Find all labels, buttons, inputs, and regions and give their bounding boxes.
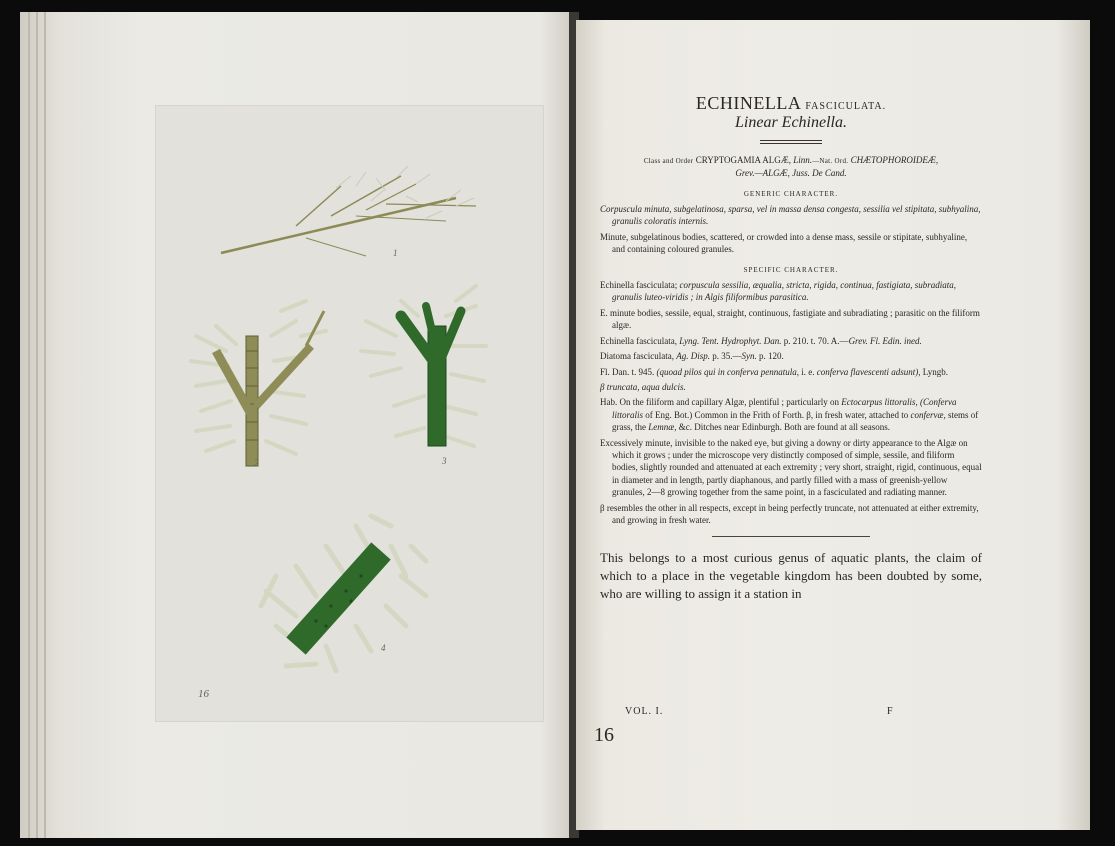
figure-label: 3 — [442, 456, 447, 466]
left-page — [20, 12, 572, 838]
generic-latin: Corpuscula minuta, subgelatinosa, sparsa, vel in massa densa congesta, sessilia vel stipitata, subhyalina, granulis coloratis internis. — [600, 204, 981, 227]
volume-number: VOL. I. — [625, 706, 664, 717]
plate-number: 16 — [198, 688, 209, 700]
figure-label: 1 — [393, 248, 398, 258]
synonym-1: Echinella fasciculata, Lyng. Tent. Hydrophyt. Dan. p. 210. t. 70. A.—Grev. Fl. Edin. ined. — [600, 335, 922, 346]
title-rule — [760, 140, 822, 144]
synonym-3: Fl. Dan. t. 945. (quoad pilos qui in conferva pennatula, i. e. conferva flavescenti adsunt), Lyngb. — [600, 366, 948, 377]
figure-2-alga — [191, 301, 326, 468]
figure-3-alga — [361, 286, 486, 466]
specific-latin: Echinella fasciculata; corpuscula sessilia, æqualia, stricta, rigida, continua, fastigiata, subradiata, granulis luteo-viridis ; in Algis filiformibus parasitica. — [600, 280, 956, 303]
habitat: Hab. On the filiform and capillary Algæ, plentiful ; particularly on Ectocarpus littoralis, (Conferva littoralis of Eng. Bot.) Common in the Frith of Forth. β, in fresh water, attached to confervæ, stems of grass, the Lemnæ, &c. Ditches near Edinburgh. Both are found at all seasons. — [600, 397, 979, 433]
classification: Class and Order CRYPTOGAMIA ALGÆ, Linn.—Nat. Ord. CHÆTOPHOROIDEÆ, Grev.—ALGÆ, Juss. De Cand. — [643, 154, 939, 179]
figure-label: 2 — [254, 458, 259, 468]
page-number: 16 — [594, 724, 614, 746]
botanical-plate — [155, 105, 544, 722]
description: Excessively minute, invisible to the naked eye, but giving a downy or dirty appearance to the Algæ on which it grows ; under the microscope very distinctly composed of simple, sessile, and filiform bodies, slightly rounded and attenuated at each extremity ; very short, straight, rigid, continuous, equal in diameter and in length, partly diaphanous, and partly filled with a mass of greenish-yellow granules, 2—8 growing together from the same point, in a fasciculated and radiating manner. — [600, 437, 982, 498]
figure-label: 4 — [381, 643, 386, 653]
generic-english: Minute, subgelatinous bodies, scattered, or crowded into a dense mass, sessile or stipitate, subhyaline, and containing coloured granules. — [600, 231, 968, 255]
variety-beta: β truncata, aqua dulcis. — [600, 381, 686, 392]
body-paragraph: This belongs to a most curious genus of aquatic plants, the claim of which to a place in the vegetable kingdom has been doubted by some, who are willing to assign it a station in — [600, 550, 982, 602]
common-name: Linear Echinella. — [735, 114, 847, 132]
section-rule — [712, 536, 870, 537]
signature-mark: F — [887, 706, 894, 717]
specific-heading: SPECIFIC CHARACTER. — [743, 265, 839, 274]
specific-english: E. minute bodies, sessile, equal, straight, continuous, fastigiate and subradiating ; parasitic on the filiform algæ. — [600, 307, 980, 331]
page-edge — [36, 12, 38, 838]
species-title — [600, 93, 982, 113]
page-edge — [44, 12, 46, 838]
synonym-2: Diatoma fasciculata, Ag. Disp. p. 35.—Syn. p. 120. — [600, 351, 784, 362]
figure-4-alga — [261, 516, 426, 671]
page-edge — [28, 12, 30, 838]
figure-1-alga — [221, 166, 476, 256]
genus-name: ECHINELLA — [695, 93, 801, 113]
text-column — [600, 93, 982, 603]
plate-illustration — [156, 106, 543, 721]
variety-beta-description: β resembles the other in all respects, except in being perfectly truncate, not attenuated at either extremity, and growing in fresh water. — [600, 502, 979, 525]
species-name: FASCICULATA. — [805, 101, 887, 112]
generic-heading: GENERIC CHARACTER. — [743, 189, 839, 198]
